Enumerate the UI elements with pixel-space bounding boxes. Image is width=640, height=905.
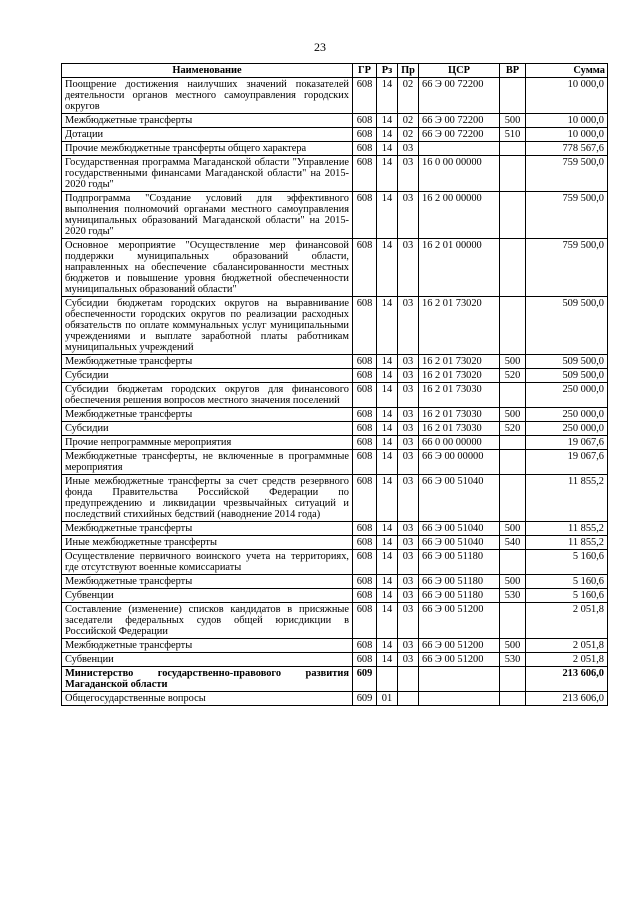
cell-rz: 14 bbox=[377, 436, 398, 450]
table-row bbox=[62, 522, 608, 536]
table-row bbox=[62, 114, 608, 128]
cell-csr bbox=[419, 142, 500, 156]
cell-pr: 03 bbox=[398, 603, 419, 639]
cell-sum: 2 051,8 bbox=[526, 639, 608, 653]
cell-gr: 608 bbox=[353, 192, 377, 239]
cell-vr: 500 bbox=[500, 522, 526, 536]
cell-csr bbox=[419, 692, 500, 706]
cell-csr: 66 Э 00 51200 bbox=[419, 653, 500, 667]
header-gr: ГР bbox=[353, 64, 377, 78]
cell-csr: 66 Э 00 51040 bbox=[419, 536, 500, 550]
cell-rz: 14 bbox=[377, 589, 398, 603]
cell-gr: 608 bbox=[353, 475, 377, 522]
cell-gr: 608 bbox=[353, 589, 377, 603]
cell-gr: 608 bbox=[353, 536, 377, 550]
cell-pr: 03 bbox=[398, 475, 419, 522]
cell-pr: 03 bbox=[398, 639, 419, 653]
cell-sum: 509 500,0 bbox=[526, 297, 608, 355]
cell-vr bbox=[500, 550, 526, 575]
cell-name: Субвенции bbox=[62, 653, 353, 667]
cell-sum: 213 606,0 bbox=[526, 692, 608, 706]
table-row bbox=[62, 156, 608, 192]
cell-vr: 500 bbox=[500, 355, 526, 369]
cell-rz: 14 bbox=[377, 653, 398, 667]
cell-rz: 14 bbox=[377, 192, 398, 239]
cell-pr bbox=[398, 667, 419, 692]
cell-name: Прочие межбюджетные трансферты общего характера bbox=[62, 142, 353, 156]
cell-rz: 14 bbox=[377, 114, 398, 128]
cell-vr: 520 bbox=[500, 369, 526, 383]
cell-csr: 66 Э 00 00000 bbox=[419, 450, 500, 475]
cell-name: Иные межбюджетные трансферты bbox=[62, 536, 353, 550]
cell-csr: 66 Э 00 51180 bbox=[419, 589, 500, 603]
cell-vr: 520 bbox=[500, 422, 526, 436]
budget-table bbox=[61, 63, 608, 706]
cell-pr: 03 bbox=[398, 536, 419, 550]
cell-pr: 03 bbox=[398, 422, 419, 436]
cell-vr: 500 bbox=[500, 114, 526, 128]
cell-vr: 530 bbox=[500, 589, 526, 603]
cell-gr: 608 bbox=[353, 408, 377, 422]
cell-gr: 608 bbox=[353, 522, 377, 536]
cell-csr: 16 2 01 00000 bbox=[419, 239, 500, 297]
cell-vr bbox=[500, 383, 526, 408]
cell-gr: 608 bbox=[353, 383, 377, 408]
cell-sum: 19 067,6 bbox=[526, 436, 608, 450]
cell-csr: 16 2 00 00000 bbox=[419, 192, 500, 239]
cell-vr bbox=[500, 192, 526, 239]
cell-rz: 14 bbox=[377, 522, 398, 536]
table-row bbox=[62, 297, 608, 355]
cell-name: Общегосударственные вопросы bbox=[62, 692, 353, 706]
table-row bbox=[62, 692, 608, 706]
cell-csr: 16 2 01 73030 bbox=[419, 422, 500, 436]
table-row bbox=[62, 239, 608, 297]
table-row bbox=[62, 355, 608, 369]
cell-pr: 03 bbox=[398, 408, 419, 422]
cell-sum: 10 000,0 bbox=[526, 114, 608, 128]
cell-csr: 16 2 01 73020 bbox=[419, 297, 500, 355]
cell-rz: 14 bbox=[377, 475, 398, 522]
cell-rz: 14 bbox=[377, 369, 398, 383]
cell-gr: 608 bbox=[353, 369, 377, 383]
cell-pr: 03 bbox=[398, 156, 419, 192]
cell-rz: 14 bbox=[377, 78, 398, 114]
cell-gr: 608 bbox=[353, 128, 377, 142]
cell-pr: 03 bbox=[398, 369, 419, 383]
table-row bbox=[62, 475, 608, 522]
cell-rz: 14 bbox=[377, 450, 398, 475]
cell-csr: 16 2 01 73030 bbox=[419, 383, 500, 408]
cell-rz: 14 bbox=[377, 550, 398, 575]
cell-name: Составление (изменение) списков кандидатов в присяжные заседатели федеральных судов общей юрисдикции в Российской Федерации bbox=[62, 603, 353, 639]
cell-vr: 500 bbox=[500, 575, 526, 589]
table-row bbox=[62, 383, 608, 408]
cell-name: Министерство государственно-правового развития Магаданской области bbox=[62, 667, 353, 692]
cell-rz: 14 bbox=[377, 297, 398, 355]
table-row bbox=[62, 589, 608, 603]
cell-name: Субсидии bbox=[62, 422, 353, 436]
cell-sum: 250 000,0 bbox=[526, 383, 608, 408]
cell-sum: 509 500,0 bbox=[526, 369, 608, 383]
table-header-row bbox=[62, 64, 608, 78]
cell-rz bbox=[377, 667, 398, 692]
cell-rz: 14 bbox=[377, 603, 398, 639]
cell-csr: 66 Э 00 51180 bbox=[419, 550, 500, 575]
cell-name: Межбюджетные трансферты bbox=[62, 114, 353, 128]
cell-name: Осуществление первичного воинского учета на территориях, где отсутствуют военные комиссариаты bbox=[62, 550, 353, 575]
page-number: 23 bbox=[314, 40, 326, 54]
cell-rz: 14 bbox=[377, 639, 398, 653]
table-row bbox=[62, 408, 608, 422]
cell-gr: 608 bbox=[353, 297, 377, 355]
cell-gr: 608 bbox=[353, 142, 377, 156]
cell-name: Государственная программа Магаданской области "Управление государственными финансами Магаданской области" на 2015-2020 годы" bbox=[62, 156, 353, 192]
cell-rz: 14 bbox=[377, 355, 398, 369]
table-row bbox=[62, 603, 608, 639]
cell-pr: 02 bbox=[398, 78, 419, 114]
cell-pr: 03 bbox=[398, 192, 419, 239]
cell-pr: 03 bbox=[398, 653, 419, 667]
cell-csr: 66 Э 00 72200 bbox=[419, 114, 500, 128]
table-row bbox=[62, 422, 608, 436]
table-row bbox=[62, 369, 608, 383]
header-pr: Пр bbox=[398, 64, 419, 78]
table-row bbox=[62, 128, 608, 142]
cell-name: Подпрограмма "Создание условий для эффективного выполнения полномочий органами местного самоуправления муниципальных образований Магаданской области" на 2015-2020 годы" bbox=[62, 192, 353, 239]
cell-sum: 213 606,0 bbox=[526, 667, 608, 692]
header-name: Наименование bbox=[62, 64, 353, 78]
cell-gr: 608 bbox=[353, 450, 377, 475]
cell-name: Субсидии bbox=[62, 369, 353, 383]
cell-sum: 778 567,6 bbox=[526, 142, 608, 156]
cell-pr: 03 bbox=[398, 383, 419, 408]
cell-gr: 608 bbox=[353, 575, 377, 589]
cell-pr: 03 bbox=[398, 142, 419, 156]
table-body bbox=[62, 78, 608, 706]
cell-vr bbox=[500, 692, 526, 706]
cell-name: Иные межбюджетные трансферты за счет средств резервного фонда Правительства Российской Федерации по предупреждению и ликвидации чрезвычайных ситуаций и последствий стихийных бедствий (наводнение 2014 года) bbox=[62, 475, 353, 522]
cell-rz: 14 bbox=[377, 536, 398, 550]
cell-sum: 759 500,0 bbox=[526, 239, 608, 297]
cell-csr: 16 2 01 73030 bbox=[419, 408, 500, 422]
cell-gr: 608 bbox=[353, 239, 377, 297]
cell-name: Поощрение достижения наилучших значений показателей деятельности органов местного самоуправления городских округов bbox=[62, 78, 353, 114]
cell-vr: 500 bbox=[500, 639, 526, 653]
cell-vr bbox=[500, 667, 526, 692]
cell-rz: 14 bbox=[377, 128, 398, 142]
cell-name: Межбюджетные трансферты bbox=[62, 639, 353, 653]
cell-vr bbox=[500, 142, 526, 156]
cell-name: Межбюджетные трансферты, не включенные в программные мероприятия bbox=[62, 450, 353, 475]
cell-csr: 66 0 00 00000 bbox=[419, 436, 500, 450]
cell-sum: 5 160,6 bbox=[526, 575, 608, 589]
cell-sum: 19 067,6 bbox=[526, 450, 608, 475]
header-vr: ВР bbox=[500, 64, 526, 78]
cell-rz: 14 bbox=[377, 239, 398, 297]
cell-sum: 10 000,0 bbox=[526, 78, 608, 114]
cell-gr: 608 bbox=[353, 78, 377, 114]
cell-vr bbox=[500, 156, 526, 192]
cell-name: Дотации bbox=[62, 128, 353, 142]
cell-gr: 608 bbox=[353, 114, 377, 128]
cell-sum: 759 500,0 bbox=[526, 156, 608, 192]
cell-vr bbox=[500, 475, 526, 522]
cell-rz: 14 bbox=[377, 383, 398, 408]
cell-csr: 16 2 01 73020 bbox=[419, 369, 500, 383]
cell-name: Субсидии бюджетам городских округов для финансового обеспечения решения вопросов местного значения поселений bbox=[62, 383, 353, 408]
cell-gr: 608 bbox=[353, 355, 377, 369]
cell-rz: 14 bbox=[377, 422, 398, 436]
cell-name: Прочие непрограммные мероприятия bbox=[62, 436, 353, 450]
table-row bbox=[62, 667, 608, 692]
cell-gr: 608 bbox=[353, 550, 377, 575]
table-row bbox=[62, 639, 608, 653]
cell-gr: 608 bbox=[353, 603, 377, 639]
cell-gr: 609 bbox=[353, 667, 377, 692]
cell-rz: 01 bbox=[377, 692, 398, 706]
cell-pr: 03 bbox=[398, 522, 419, 536]
cell-sum: 10 000,0 bbox=[526, 128, 608, 142]
cell-vr bbox=[500, 436, 526, 450]
cell-vr bbox=[500, 78, 526, 114]
cell-name: Основное мероприятие "Осуществление мер финансовой поддержки муниципальных образований области, направленных на обеспечение сбалансированности местных бюджетов и повышение уровня бюджетной обеспеченности муниципальных образований области" bbox=[62, 239, 353, 297]
cell-sum: 250 000,0 bbox=[526, 422, 608, 436]
cell-csr: 66 Э 00 51040 bbox=[419, 522, 500, 536]
cell-name: Межбюджетные трансферты bbox=[62, 575, 353, 589]
cell-csr: 66 Э 00 51200 bbox=[419, 603, 500, 639]
cell-csr: 66 Э 00 51180 bbox=[419, 575, 500, 589]
cell-sum: 5 160,6 bbox=[526, 550, 608, 575]
cell-gr: 608 bbox=[353, 422, 377, 436]
cell-csr: 66 Э 00 72200 bbox=[419, 78, 500, 114]
cell-csr: 66 Э 00 51200 bbox=[419, 639, 500, 653]
cell-pr: 03 bbox=[398, 589, 419, 603]
cell-vr bbox=[500, 450, 526, 475]
cell-rz: 14 bbox=[377, 575, 398, 589]
cell-pr bbox=[398, 692, 419, 706]
cell-vr: 540 bbox=[500, 536, 526, 550]
cell-sum: 759 500,0 bbox=[526, 192, 608, 239]
cell-pr: 03 bbox=[398, 550, 419, 575]
cell-pr: 03 bbox=[398, 239, 419, 297]
table-row bbox=[62, 450, 608, 475]
cell-csr bbox=[419, 667, 500, 692]
cell-sum: 2 051,8 bbox=[526, 603, 608, 639]
table-row bbox=[62, 536, 608, 550]
cell-csr: 16 2 01 73020 bbox=[419, 355, 500, 369]
cell-pr: 02 bbox=[398, 128, 419, 142]
header-rz: Рз bbox=[377, 64, 398, 78]
header-sum: Сумма bbox=[526, 64, 608, 78]
cell-name: Межбюджетные трансферты bbox=[62, 408, 353, 422]
cell-gr: 608 bbox=[353, 436, 377, 450]
cell-rz: 14 bbox=[377, 142, 398, 156]
cell-sum: 11 855,2 bbox=[526, 522, 608, 536]
cell-vr bbox=[500, 297, 526, 355]
cell-sum: 11 855,2 bbox=[526, 475, 608, 522]
cell-vr bbox=[500, 603, 526, 639]
cell-rz: 14 bbox=[377, 156, 398, 192]
cell-gr: 609 bbox=[353, 692, 377, 706]
cell-vr bbox=[500, 239, 526, 297]
table-row bbox=[62, 550, 608, 575]
cell-name: Межбюджетные трансферты bbox=[62, 522, 353, 536]
cell-pr: 03 bbox=[398, 355, 419, 369]
cell-sum: 11 855,2 bbox=[526, 536, 608, 550]
cell-sum: 5 160,6 bbox=[526, 589, 608, 603]
cell-sum: 250 000,0 bbox=[526, 408, 608, 422]
cell-vr: 530 bbox=[500, 653, 526, 667]
header-csr: ЦСР bbox=[419, 64, 500, 78]
cell-gr: 608 bbox=[353, 639, 377, 653]
cell-csr: 66 Э 00 72200 bbox=[419, 128, 500, 142]
cell-vr: 500 bbox=[500, 408, 526, 422]
cell-csr: 16 0 00 00000 bbox=[419, 156, 500, 192]
cell-pr: 02 bbox=[398, 114, 419, 128]
cell-name: Субвенции bbox=[62, 589, 353, 603]
table-row bbox=[62, 436, 608, 450]
cell-pr: 03 bbox=[398, 450, 419, 475]
cell-pr: 03 bbox=[398, 575, 419, 589]
table-row bbox=[62, 142, 608, 156]
table-row bbox=[62, 575, 608, 589]
cell-sum: 2 051,8 bbox=[526, 653, 608, 667]
cell-pr: 03 bbox=[398, 297, 419, 355]
table-row bbox=[62, 653, 608, 667]
cell-sum: 509 500,0 bbox=[526, 355, 608, 369]
cell-csr: 66 Э 00 51040 bbox=[419, 475, 500, 522]
cell-name: Субсидии бюджетам городских округов на выравнивание обеспеченности городских округов по реализации расходных обязательств по оплате коммунальных услуг муниципальными учреждениями и выплате заработной платы работникам муниципальных учреждений bbox=[62, 297, 353, 355]
table-row bbox=[62, 78, 608, 114]
cell-name: Межбюджетные трансферты bbox=[62, 355, 353, 369]
table-row bbox=[62, 192, 608, 239]
cell-gr: 608 bbox=[353, 653, 377, 667]
cell-gr: 608 bbox=[353, 156, 377, 192]
cell-vr: 510 bbox=[500, 128, 526, 142]
cell-pr: 03 bbox=[398, 436, 419, 450]
cell-rz: 14 bbox=[377, 408, 398, 422]
